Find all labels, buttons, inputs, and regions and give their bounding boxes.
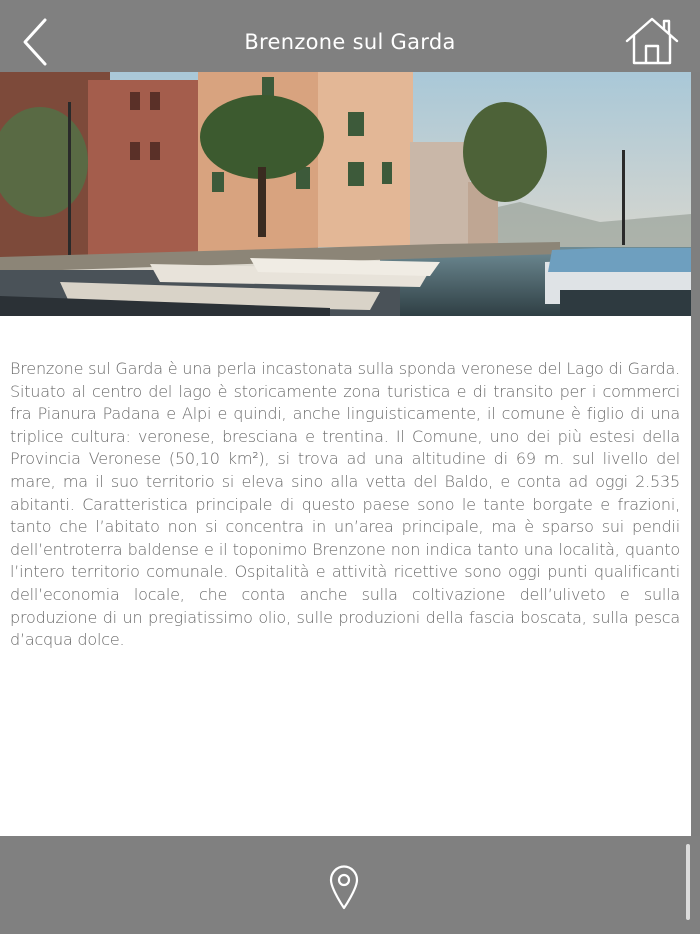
top-bar (0, 0, 700, 72)
scrollbar[interactable] (686, 844, 690, 920)
hero-image (0, 72, 691, 316)
harbour-photo (0, 72, 691, 316)
home-icon[interactable] (624, 16, 680, 66)
chevron-left-icon[interactable] (18, 16, 52, 68)
description-text: Brenzone sul Garda è una perla incastonata sulla sponda veronese del Lago di Garda. Situato al centro del lago è storicamente zona turistica e di transito per i commerci fra Pianura Padana e Alpi e quindi, anche linguisticamente, il comune è figlio di una triplice cultura: veronese, bresciana e trentina. Il Comune, uno dei più estesi della Provincia Veronese (50,10 km²), si trova ad una altitudine di 69 m. sul livello del mare, ma il suo territorio si eleva sino alla vetta del Baldo, e conta ad oggi 2.535 abitanti. Caratteristica principale di questo paese sono le tante borgate e frazioni, tanto che l’abitato non si concentra in un’area principale, ma è sparso sui pendii dell’entroterra baldense e il toponimo Brenzone non indica tanto una località, quanto l’intero territorio comunale. Ospitalità e attività ricettive sono oggi punti qualificanti dell’economia locale, che conta anche sulla coltivazione dell’uliveto e sulla produzione di un pregiatissimo olio, sulle produzioni della fascia boscata, sulla pesca d’acqua dolce. (10, 359, 680, 650)
location-pin-icon[interactable] (328, 864, 360, 910)
page-title: Brenzone sul Garda (244, 30, 456, 54)
content-area (0, 316, 691, 836)
